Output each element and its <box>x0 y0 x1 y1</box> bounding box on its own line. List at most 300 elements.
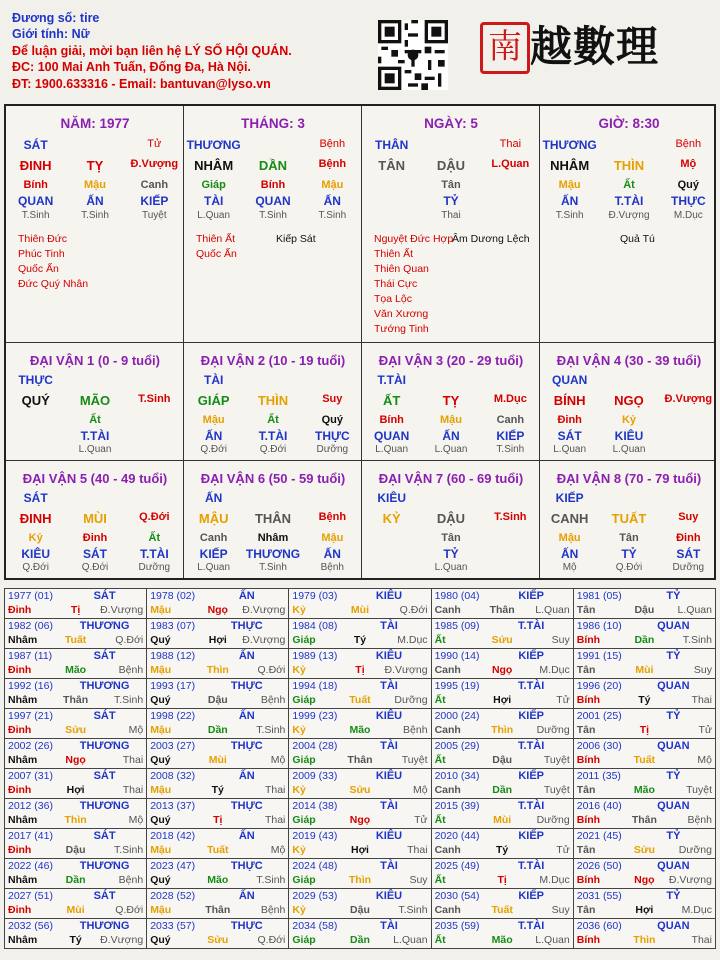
year-row <box>5 589 716 619</box>
life-stage: T.Sinh <box>318 210 347 221</box>
year-chi: Tý <box>69 934 82 946</box>
year-stage: Đ.Vượng <box>668 874 712 886</box>
address-line: ĐC: 100 Mai Anh Tuấn, Đống Đa, Hà Nội. <box>12 60 251 75</box>
dv-star-row <box>6 491 184 505</box>
year-stage: Dưỡng <box>536 724 570 736</box>
year-chi: Mùi <box>350 604 369 616</box>
year-can: Quý <box>150 814 171 826</box>
year-line2 <box>577 603 712 617</box>
dv-main-star: T.TÀI <box>377 373 406 387</box>
year-can: Mậu <box>150 844 172 856</box>
ten-god: ẤN <box>560 547 579 561</box>
year-can: Bính <box>576 814 601 826</box>
year-line2 <box>292 693 427 707</box>
year-chi: Mùi <box>208 754 227 766</box>
year-god: THỰC <box>230 800 263 812</box>
hidden-stem: Mậu <box>202 414 225 426</box>
life-stage: L.Quan <box>434 444 468 455</box>
year-stage: Mộ <box>697 754 712 766</box>
life-stage <box>125 444 184 455</box>
year-chi: Thìn <box>64 814 87 826</box>
dai-van-cell <box>362 461 540 579</box>
ten-god: SÁT <box>557 429 582 443</box>
year-god: THỰC <box>230 680 263 692</box>
year-stage: Suy <box>551 634 570 646</box>
hidden-stem: Giáp <box>201 179 226 191</box>
year-stage: Bệnh <box>687 814 712 826</box>
year-line1 <box>292 859 427 873</box>
year-god: ẤN <box>238 890 255 902</box>
year-line1 <box>292 589 427 603</box>
spacer <box>303 491 362 505</box>
year-can: Nhâm <box>8 934 38 946</box>
year-line1 <box>292 739 427 753</box>
year-label: 2001 (25) <box>576 710 622 722</box>
seal-stamp: 南 <box>480 22 530 74</box>
hidden-stem <box>481 532 540 544</box>
year-line1 <box>8 709 143 723</box>
year-can: Canh <box>434 904 461 916</box>
dai-van-cell <box>362 343 540 461</box>
hidden-stem: Ất <box>623 179 635 191</box>
year-can: Mậu <box>150 904 172 916</box>
ten-god <box>362 547 421 561</box>
year-cell <box>431 619 573 649</box>
year-line1 <box>150 799 285 813</box>
year-can: Đinh <box>8 784 32 796</box>
year-line2 <box>292 663 427 677</box>
year-line1 <box>8 649 143 663</box>
pillar-main-star: SÁT <box>23 138 48 152</box>
pillar-cell <box>184 106 362 342</box>
pillar-god-row <box>6 194 184 208</box>
dv-star-row <box>184 373 362 387</box>
year-god: QUAN <box>657 920 690 932</box>
year-label: 1982 (06) <box>8 620 53 632</box>
dv-can: QUÝ <box>21 393 50 408</box>
year-stage: Dưỡng <box>394 694 428 706</box>
year-can: Bính <box>576 694 601 706</box>
year-can: Tân <box>576 604 596 616</box>
qr-code-icon[interactable] <box>378 20 448 90</box>
dai-van-title: ĐẠI VẬN 2 (10 - 19 tuổi) <box>200 353 346 368</box>
year-line1 <box>435 919 570 933</box>
year-can: Quý <box>150 634 171 646</box>
dv-main-star: KIẾP <box>555 491 584 505</box>
star-item: Quốc Ấn <box>196 248 237 260</box>
year-line2 <box>150 753 285 767</box>
year-can: Kỷ <box>292 844 306 856</box>
year-line2 <box>8 603 143 617</box>
owner-name: Đương số: tire <box>12 11 100 25</box>
pillar-stars-list <box>18 232 88 292</box>
dv-stem-row <box>184 393 362 408</box>
year-line2 <box>150 633 285 647</box>
year-label: 2015 (39) <box>434 800 480 812</box>
contact-line: Để luận giải, mời bạn liên hệ LÝ SỐ HỘI QUÁN. <box>12 43 292 58</box>
year-line1 <box>292 679 427 693</box>
year-can: Đinh <box>8 724 32 736</box>
dv-can: GIÁP <box>197 393 230 408</box>
year-label: 2003 (27) <box>150 740 196 752</box>
year-stage: Mộ <box>128 814 144 826</box>
year-cell <box>5 739 147 769</box>
spacer <box>659 491 718 505</box>
year-chi: Thìn <box>206 664 229 676</box>
year-chi: Hợi <box>208 634 227 646</box>
year-stage: Đ.Vượng <box>242 634 286 646</box>
year-chi: Tý <box>638 694 651 706</box>
dv-star-row <box>540 491 718 505</box>
year-stage: T.Sinh <box>256 874 286 886</box>
year-cell <box>5 649 147 679</box>
year-chi: Tị <box>213 814 223 826</box>
year-line2 <box>435 783 570 797</box>
year-chi: Ngọ <box>349 814 371 826</box>
dv-chi: NGỌ <box>614 393 644 408</box>
year-line1 <box>435 859 570 873</box>
year-cell <box>147 919 289 949</box>
dai-van-cell <box>6 343 184 461</box>
chart-grid <box>4 104 716 580</box>
year-god: SÁT <box>93 650 116 662</box>
year-label: 2014 (38) <box>292 800 338 812</box>
dv-state-row <box>184 562 362 573</box>
year-chi: Sửu <box>491 634 513 646</box>
pillar-state-row <box>540 210 718 221</box>
dv-can: KỶ <box>382 511 401 526</box>
life-stage: T.Sinh <box>259 210 287 221</box>
pillar-extra-star: Kiếp Sát <box>276 233 316 245</box>
year-god: TỶ <box>666 590 681 602</box>
year-can: Kỷ <box>292 724 306 736</box>
ten-god: KIẾP <box>199 547 228 561</box>
ten-god: ẤN <box>560 194 579 208</box>
ten-god <box>362 194 421 208</box>
dv-relation: M.Dục <box>493 393 527 405</box>
year-label: 2035 (59) <box>434 920 480 932</box>
dv-main-star: KIÊU <box>377 491 406 505</box>
year-chi: Hợi <box>350 844 369 856</box>
year-god: THƯƠNG <box>79 680 130 692</box>
year-line1 <box>577 799 712 813</box>
ten-god: QUAN <box>373 429 410 443</box>
dai-van-title: ĐẠI VẬN 6 (50 - 59 tuổi) <box>200 471 346 486</box>
year-cell <box>431 709 573 739</box>
year-god: THỰC <box>230 860 263 872</box>
year-line1 <box>435 649 570 663</box>
year-line1 <box>577 589 712 603</box>
year-line1 <box>292 829 427 843</box>
dai-van-cell <box>540 461 718 579</box>
life-stage: Dưỡng <box>672 562 705 573</box>
year-label: 2018 (42) <box>150 830 196 842</box>
year-can: Ất <box>434 694 446 706</box>
hidden-stem <box>362 179 421 191</box>
dv-stem-row <box>540 393 718 408</box>
spacer <box>65 491 124 505</box>
year-stage: T.Sinh <box>114 694 144 706</box>
year-stage: L.Quan <box>535 934 570 946</box>
pillar-stem-row <box>362 158 540 173</box>
year-label: 2025 (49) <box>434 860 480 872</box>
year-god: TÀI <box>380 740 398 752</box>
hidden-stem: Kỷ <box>621 414 637 426</box>
year-cell <box>5 919 147 949</box>
year-line1 <box>435 829 570 843</box>
year-can: Kỷ <box>292 664 306 676</box>
pillar-main-star: THƯƠNG <box>542 138 597 152</box>
hidden-stem: Tân <box>441 532 461 544</box>
year-label: 1977 (01) <box>8 590 53 602</box>
ten-god: THỰC <box>671 194 706 208</box>
year-god: KIÊU <box>375 890 403 902</box>
year-god: TỶ <box>666 770 681 782</box>
year-stage: Thai <box>122 784 144 796</box>
pillar-main-star: THÂN <box>375 138 409 152</box>
dv-can: ĐINH <box>19 511 52 526</box>
dv-god-row <box>540 547 718 561</box>
spacer <box>65 373 124 387</box>
year-line2 <box>8 633 143 647</box>
dv-god-row <box>6 429 184 443</box>
dv-relation: Đ.Vượng <box>664 393 713 405</box>
year-line2 <box>292 783 427 797</box>
year-line2 <box>150 843 285 857</box>
year-line1 <box>150 859 285 873</box>
dv-main-star: TÀI <box>203 373 224 387</box>
year-god: THỰC <box>230 620 263 632</box>
year-god: KIẾP <box>518 890 544 902</box>
year-can: Bính <box>576 874 601 886</box>
pillar-extra-star: Quả Tú <box>620 233 655 245</box>
owner-info <box>12 10 292 92</box>
star-item: Phúc Tinh <box>18 248 65 260</box>
ten-god <box>125 429 184 443</box>
year-can: Nhâm <box>8 634 38 646</box>
year-line2 <box>150 663 285 677</box>
dv-god-row <box>540 429 718 443</box>
year-label: 1979 (03) <box>292 590 338 602</box>
yearly-table <box>4 588 716 949</box>
year-chi: Sửu <box>349 784 371 796</box>
year-stage: Đ.Vượng <box>100 934 144 946</box>
year-god: TÀI <box>380 800 398 812</box>
year-can: Kỷ <box>292 604 306 616</box>
dai-van-title: ĐẠI VẬN 1 (0 - 9 tuổi) <box>29 353 160 368</box>
year-cell <box>289 619 431 649</box>
pillar-star-row <box>362 138 540 152</box>
year-cell <box>573 859 715 889</box>
year-god: THƯƠNG <box>79 800 130 812</box>
pillar-star-row <box>540 138 718 152</box>
ten-god: KIÊU <box>21 547 50 561</box>
year-line1 <box>8 919 143 933</box>
year-can: Giáp <box>292 814 316 826</box>
year-chi: Thân <box>347 754 373 766</box>
pillar-star-row <box>6 138 184 152</box>
pillar-hidden-row <box>6 179 184 191</box>
ten-god: THỰC <box>315 429 350 443</box>
year-line1 <box>150 889 285 903</box>
year-label: 1998 (22) <box>150 710 196 722</box>
dv-stem-row <box>6 393 184 408</box>
dv-relation: Q.Đới <box>139 511 170 523</box>
dai-van-title: ĐẠI VẬN 8 (70 - 79 tuổi) <box>556 471 702 486</box>
dv-god-row <box>184 429 362 443</box>
dv-hidden-row <box>6 532 184 544</box>
year-line1 <box>150 769 285 783</box>
dv-can: MẬU <box>198 511 229 526</box>
year-line2 <box>577 813 712 827</box>
year-line2 <box>577 903 712 917</box>
ten-god: ẤN <box>323 194 341 208</box>
life-stage: T.Sinh <box>259 562 287 573</box>
year-stage: L.Quan <box>535 604 570 616</box>
year-row <box>5 769 716 799</box>
year-line2 <box>292 723 427 737</box>
life-stage: L.Quan <box>612 444 646 455</box>
year-stage: T.Sinh <box>256 724 286 736</box>
year-label: 1999 (23) <box>292 710 338 722</box>
star-item: Quốc Ấn <box>18 263 59 275</box>
year-cell <box>289 829 431 859</box>
life-stage: Q.Đới <box>259 444 287 455</box>
spacer <box>243 373 302 387</box>
year-row <box>5 799 716 829</box>
spacer <box>65 138 124 152</box>
year-label: 1997 (21) <box>8 710 53 722</box>
year-line1 <box>435 589 570 603</box>
year-line1 <box>150 829 285 843</box>
life-stage: T.Sinh <box>555 210 584 221</box>
year-line2 <box>292 753 427 767</box>
year-chi: Thân <box>63 694 89 706</box>
pillar-relation: Đ.Vượng <box>130 158 179 170</box>
dv-god-row <box>6 547 184 561</box>
year-stage: Mộ <box>412 784 428 796</box>
year-cell <box>5 679 147 709</box>
year-line1 <box>150 679 285 693</box>
year-god: TỶ <box>666 830 681 842</box>
dv-stem-row <box>540 511 718 526</box>
hidden-stem: Ất <box>89 414 101 426</box>
dv-god-row <box>362 429 540 443</box>
dai-van-cell <box>184 343 362 461</box>
year-cell <box>289 769 431 799</box>
year-line2 <box>577 693 712 707</box>
star-item: Nguyệt Đức Hợp <box>374 233 454 245</box>
year-row <box>5 889 716 919</box>
year-line2 <box>577 633 712 647</box>
year-line2 <box>292 603 427 617</box>
spacer <box>421 491 480 505</box>
year-god: T.TÀI <box>518 620 545 632</box>
year-stage: Bệnh <box>260 694 286 706</box>
year-can: Mậu <box>150 664 172 676</box>
ten-god: TÀI <box>203 194 224 208</box>
hidden-stem: Đinh <box>557 414 582 426</box>
dv-hidden-row <box>362 532 540 544</box>
pillar-stage: Thai <box>499 138 522 150</box>
year-line2 <box>292 633 427 647</box>
dv-hidden-row <box>6 414 184 426</box>
year-cell <box>431 589 573 619</box>
dv-relation: T.Sinh <box>494 511 527 523</box>
life-stage: T.Sinh <box>496 444 525 455</box>
dv-can: CANH <box>550 511 589 526</box>
spacer <box>243 138 302 152</box>
year-chi: Dần <box>350 934 370 946</box>
year-line2 <box>150 903 285 917</box>
year-can: Đinh <box>8 604 32 616</box>
hidden-stem: Ất <box>267 414 279 426</box>
pillar-can: TÂN <box>378 158 406 173</box>
spacer <box>599 373 658 387</box>
life-stage <box>362 210 421 221</box>
year-can: Tân <box>576 664 596 676</box>
dai-van-cell <box>184 461 362 579</box>
year-label: 1988 (12) <box>150 650 196 662</box>
year-cell <box>5 709 147 739</box>
hidden-stem: Mậu <box>558 179 581 191</box>
year-god: KIẾP <box>518 650 544 662</box>
ten-god: KIẾP <box>496 429 525 443</box>
hidden-stem: Mậu <box>83 179 106 191</box>
year-row <box>5 919 716 949</box>
year-label: 2013 (37) <box>150 800 196 812</box>
hidden-stem: Quý <box>321 414 344 426</box>
year-cell <box>431 649 573 679</box>
pillar-stage: Tử <box>147 138 162 150</box>
ten-god: T.TÀI <box>139 547 169 561</box>
year-cell <box>289 919 431 949</box>
year-chi: Tị <box>70 604 81 616</box>
star-item: Đức Quý Nhân <box>18 278 89 290</box>
year-chi: Mão <box>65 664 87 676</box>
pillar-cell <box>6 106 184 342</box>
year-god: KIẾP <box>518 770 544 782</box>
pillar-chi: DẬU <box>436 158 466 173</box>
spacer <box>481 373 540 387</box>
ten-god: TỶ <box>443 194 459 208</box>
year-stage: Q.Đới <box>115 904 144 916</box>
year-can: Giáp <box>292 634 316 646</box>
year-stage: Q.Đới <box>399 604 428 616</box>
year-label: 1981 (05) <box>576 590 622 602</box>
year-chi: Tị <box>639 724 650 736</box>
year-label: 2031 (55) <box>576 890 622 902</box>
hidden-stem <box>6 414 65 426</box>
year-line2 <box>150 873 285 887</box>
year-stage: Bệnh <box>118 664 144 676</box>
year-line1 <box>435 619 570 633</box>
year-label: 2006 (30) <box>576 740 622 752</box>
pillar-stars-list <box>374 232 453 337</box>
spacer <box>481 491 540 505</box>
year-line1 <box>577 919 712 933</box>
owner-gender: Giới tính: Nữ <box>12 27 90 42</box>
year-can: Canh <box>434 604 461 616</box>
phone-email-line: ĐT: 1900.633316 - Email: bantuvan@lyso.vn <box>12 76 271 91</box>
year-label: 2029 (53) <box>292 890 338 902</box>
year-line1 <box>150 739 285 753</box>
year-line1 <box>577 739 712 753</box>
year-can: Ất <box>434 814 446 826</box>
year-line2 <box>8 873 143 887</box>
pillar-relation: L.Quan <box>491 158 530 170</box>
year-line1 <box>8 889 143 903</box>
